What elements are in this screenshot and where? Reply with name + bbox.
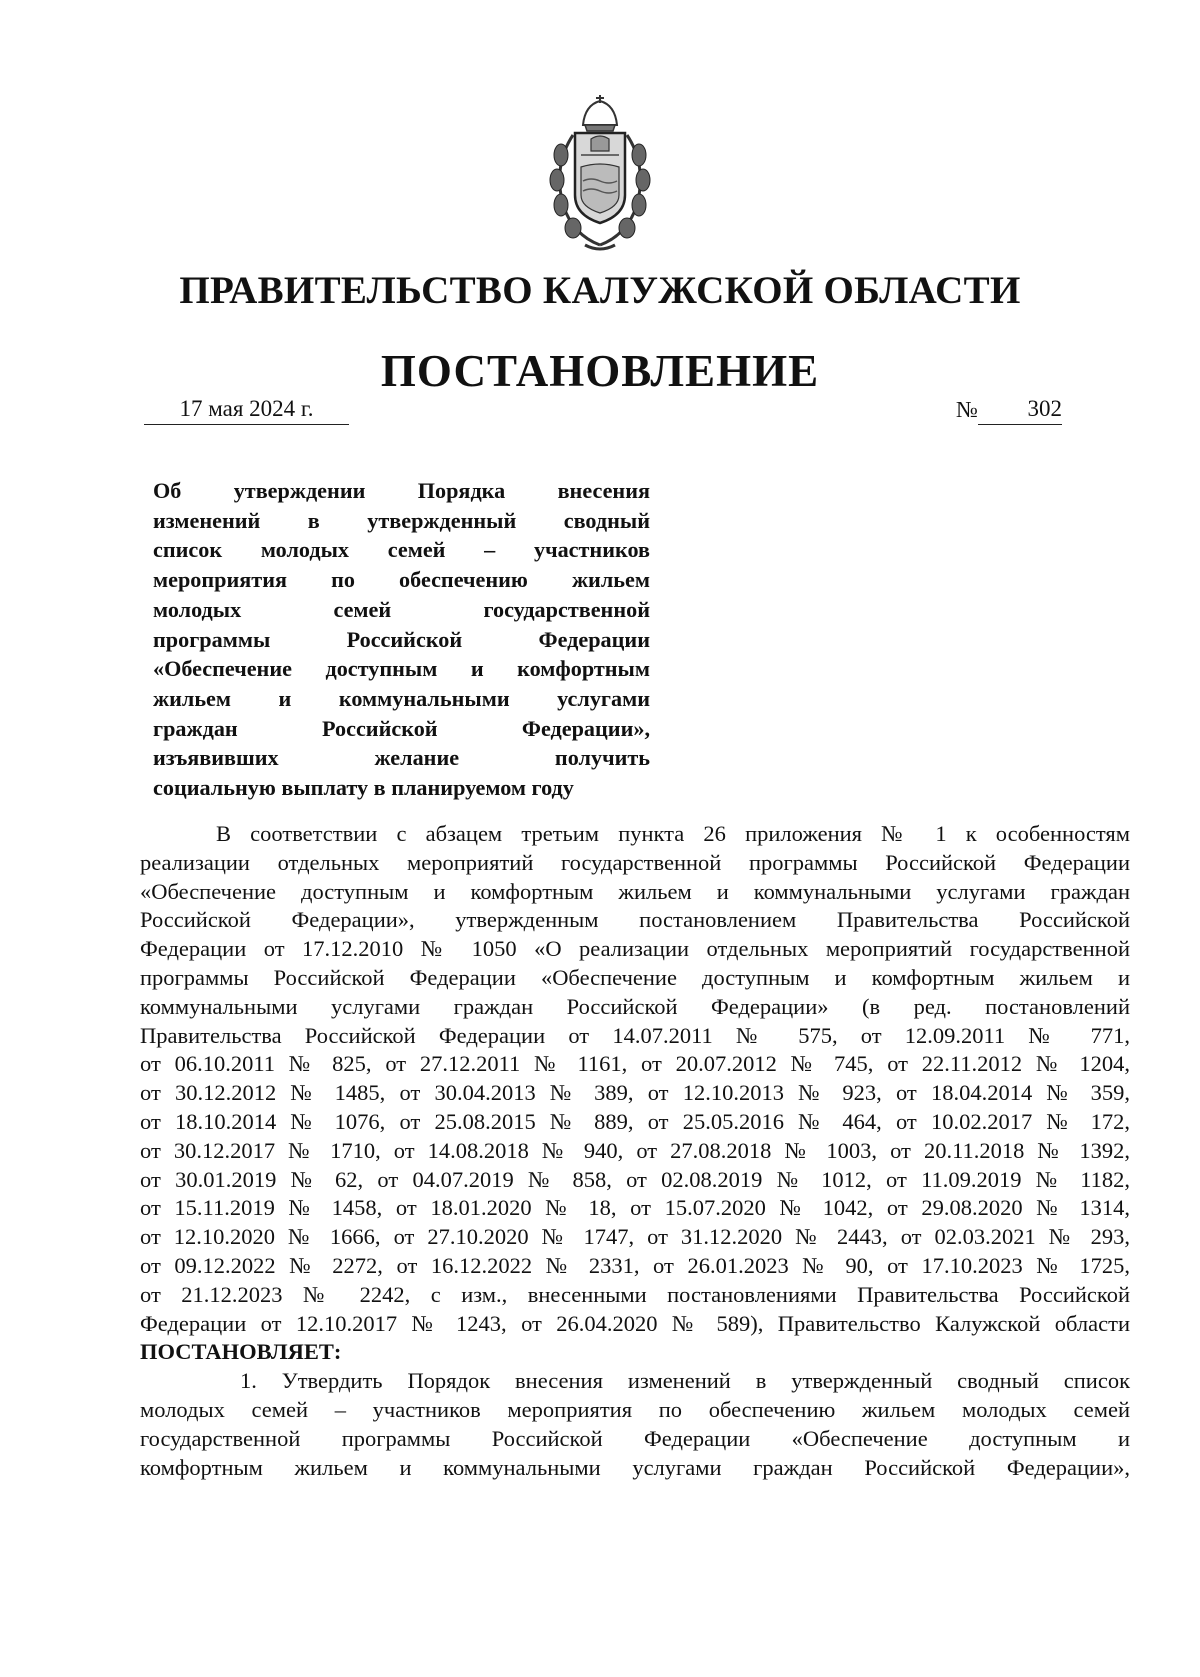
body-line: Правительства Российской Федерации от 14.07.2011 № 575, от 12.09.2011 № 771, [140, 1022, 1130, 1048]
body-line: коммунальными услугами граждан Российской Федерации» (в ред. постановлений [140, 993, 1130, 1019]
body-line: от 30.12.2017 № 1710, от 14.08.2018 № 940, от 27.08.2018 № 1003, от 20.11.2018 № 1392, [140, 1137, 1130, 1163]
body-line: «Обеспечение доступным и комфортным жильем и коммунальными услугами граждан [140, 878, 1130, 904]
subject-line: социальную выплату в планируемом году [153, 775, 574, 801]
item-line: 1. Утвердить Порядок внесения изменений в утвержденный сводный список [240, 1368, 1130, 1394]
body-line: программы Российской Федерации «Обеспечение доступным и комфортным жильем и [140, 964, 1130, 990]
body-line: от 21.12.2023 № 2242, с изм., внесенными постановлениями Правительства Российской [140, 1281, 1130, 1307]
body-line: от 09.12.2022 № 2272, от 16.12.2022 № 2331, от 26.01.2023 № 90, от 17.10.2023 № 1725, [140, 1252, 1130, 1278]
body-line: от 12.10.2020 № 1666, от 27.10.2020 № 1747, от 31.12.2020 № 2443, от 02.03.2021 № 293, [140, 1224, 1130, 1250]
subject-line: программы Российской Федерации [153, 626, 650, 652]
government-title: ПРАВИТЕЛЬСТВО КАЛУЖСКОЙ ОБЛАСТИ [179, 269, 1021, 312]
subject-line: мероприятия по обеспечению жильем [153, 567, 650, 593]
subject-line: жильем и коммунальными услугами [153, 685, 650, 711]
body-line: от 30.12.2012 № 1485, от 30.04.2013 № 389, от 12.10.2013 № 923, от 18.04.2014 № 359, [140, 1080, 1130, 1106]
document-date: 17 мая 2024 г. [144, 394, 349, 425]
body-line: реализации отдельных мероприятий государственной программы Российской Федерации [140, 849, 1130, 875]
subject-line: молодых семей государственной [153, 596, 650, 622]
kaluga-coat-of-arms-icon [545, 95, 655, 255]
number-value: 302 [978, 394, 1062, 425]
subject-line: граждан Российской Федерации», [153, 715, 650, 741]
decree-word: ПОСТАНОВЛЯЕТ: [140, 1339, 342, 1365]
document-body [140, 820, 1130, 1482]
body-line: от 06.10.2011 № 825, от 27.12.2011 № 1161, от 20.07.2012 № 745, от 22.11.2012 № 1204, [140, 1051, 1130, 1077]
body-line: Российской Федерации», утвержденным постановлением Правительства Российской [140, 907, 1130, 933]
item-line: государственной программы Российской Федерации «Обеспечение доступным и [140, 1425, 1130, 1451]
body-line: от 30.01.2019 № 62, от 04.07.2019 № 858, от 02.08.2019 № 1012, от 11.09.2019 № 1182, [140, 1166, 1130, 1192]
body-line: от 18.10.2014 № 1076, от 25.08.2015 № 889, от 25.05.2016 № 464, от 10.02.2017 № 172, [140, 1108, 1130, 1134]
item-line: комфортным жильем и коммунальными услугами граждан Российской Федерации», [140, 1454, 1130, 1480]
body-line: Федерации от 17.12.2010 № 1050 «О реализации отдельных мероприятий государственной [140, 936, 1130, 962]
subject-line: изменений в утвержденный сводный [153, 507, 650, 533]
body-line: от 15.11.2019 № 1458, от 18.01.2020 № 18, от 15.07.2020 № 1042, от 29.08.2020 № 1314, [140, 1195, 1130, 1221]
document-number [956, 394, 1062, 424]
body-line: В соответствии с абзацем третьим пункта 26 приложения № 1 к особенностям [216, 821, 1130, 846]
document-subject [153, 476, 650, 803]
subject-line: изъявивших желание получить [153, 745, 650, 771]
subject-line: список молодых семей – участников [153, 537, 650, 563]
document-type: ПОСТАНОВЛЕНИЕ [380, 346, 820, 396]
item-line: молодых семей – участников мероприятия по обеспечению жильем молодых семей [140, 1396, 1130, 1422]
subject-line: Об утверждении Порядка внесения [153, 478, 650, 503]
subject-line: «Обеспечение доступным и комфортным [153, 656, 650, 682]
body-line: Федерации от 12.10.2017 № 1243, от 26.04.2020 № 589), Правительство Калужской области [140, 1310, 1130, 1336]
number-sign: № [956, 397, 978, 422]
